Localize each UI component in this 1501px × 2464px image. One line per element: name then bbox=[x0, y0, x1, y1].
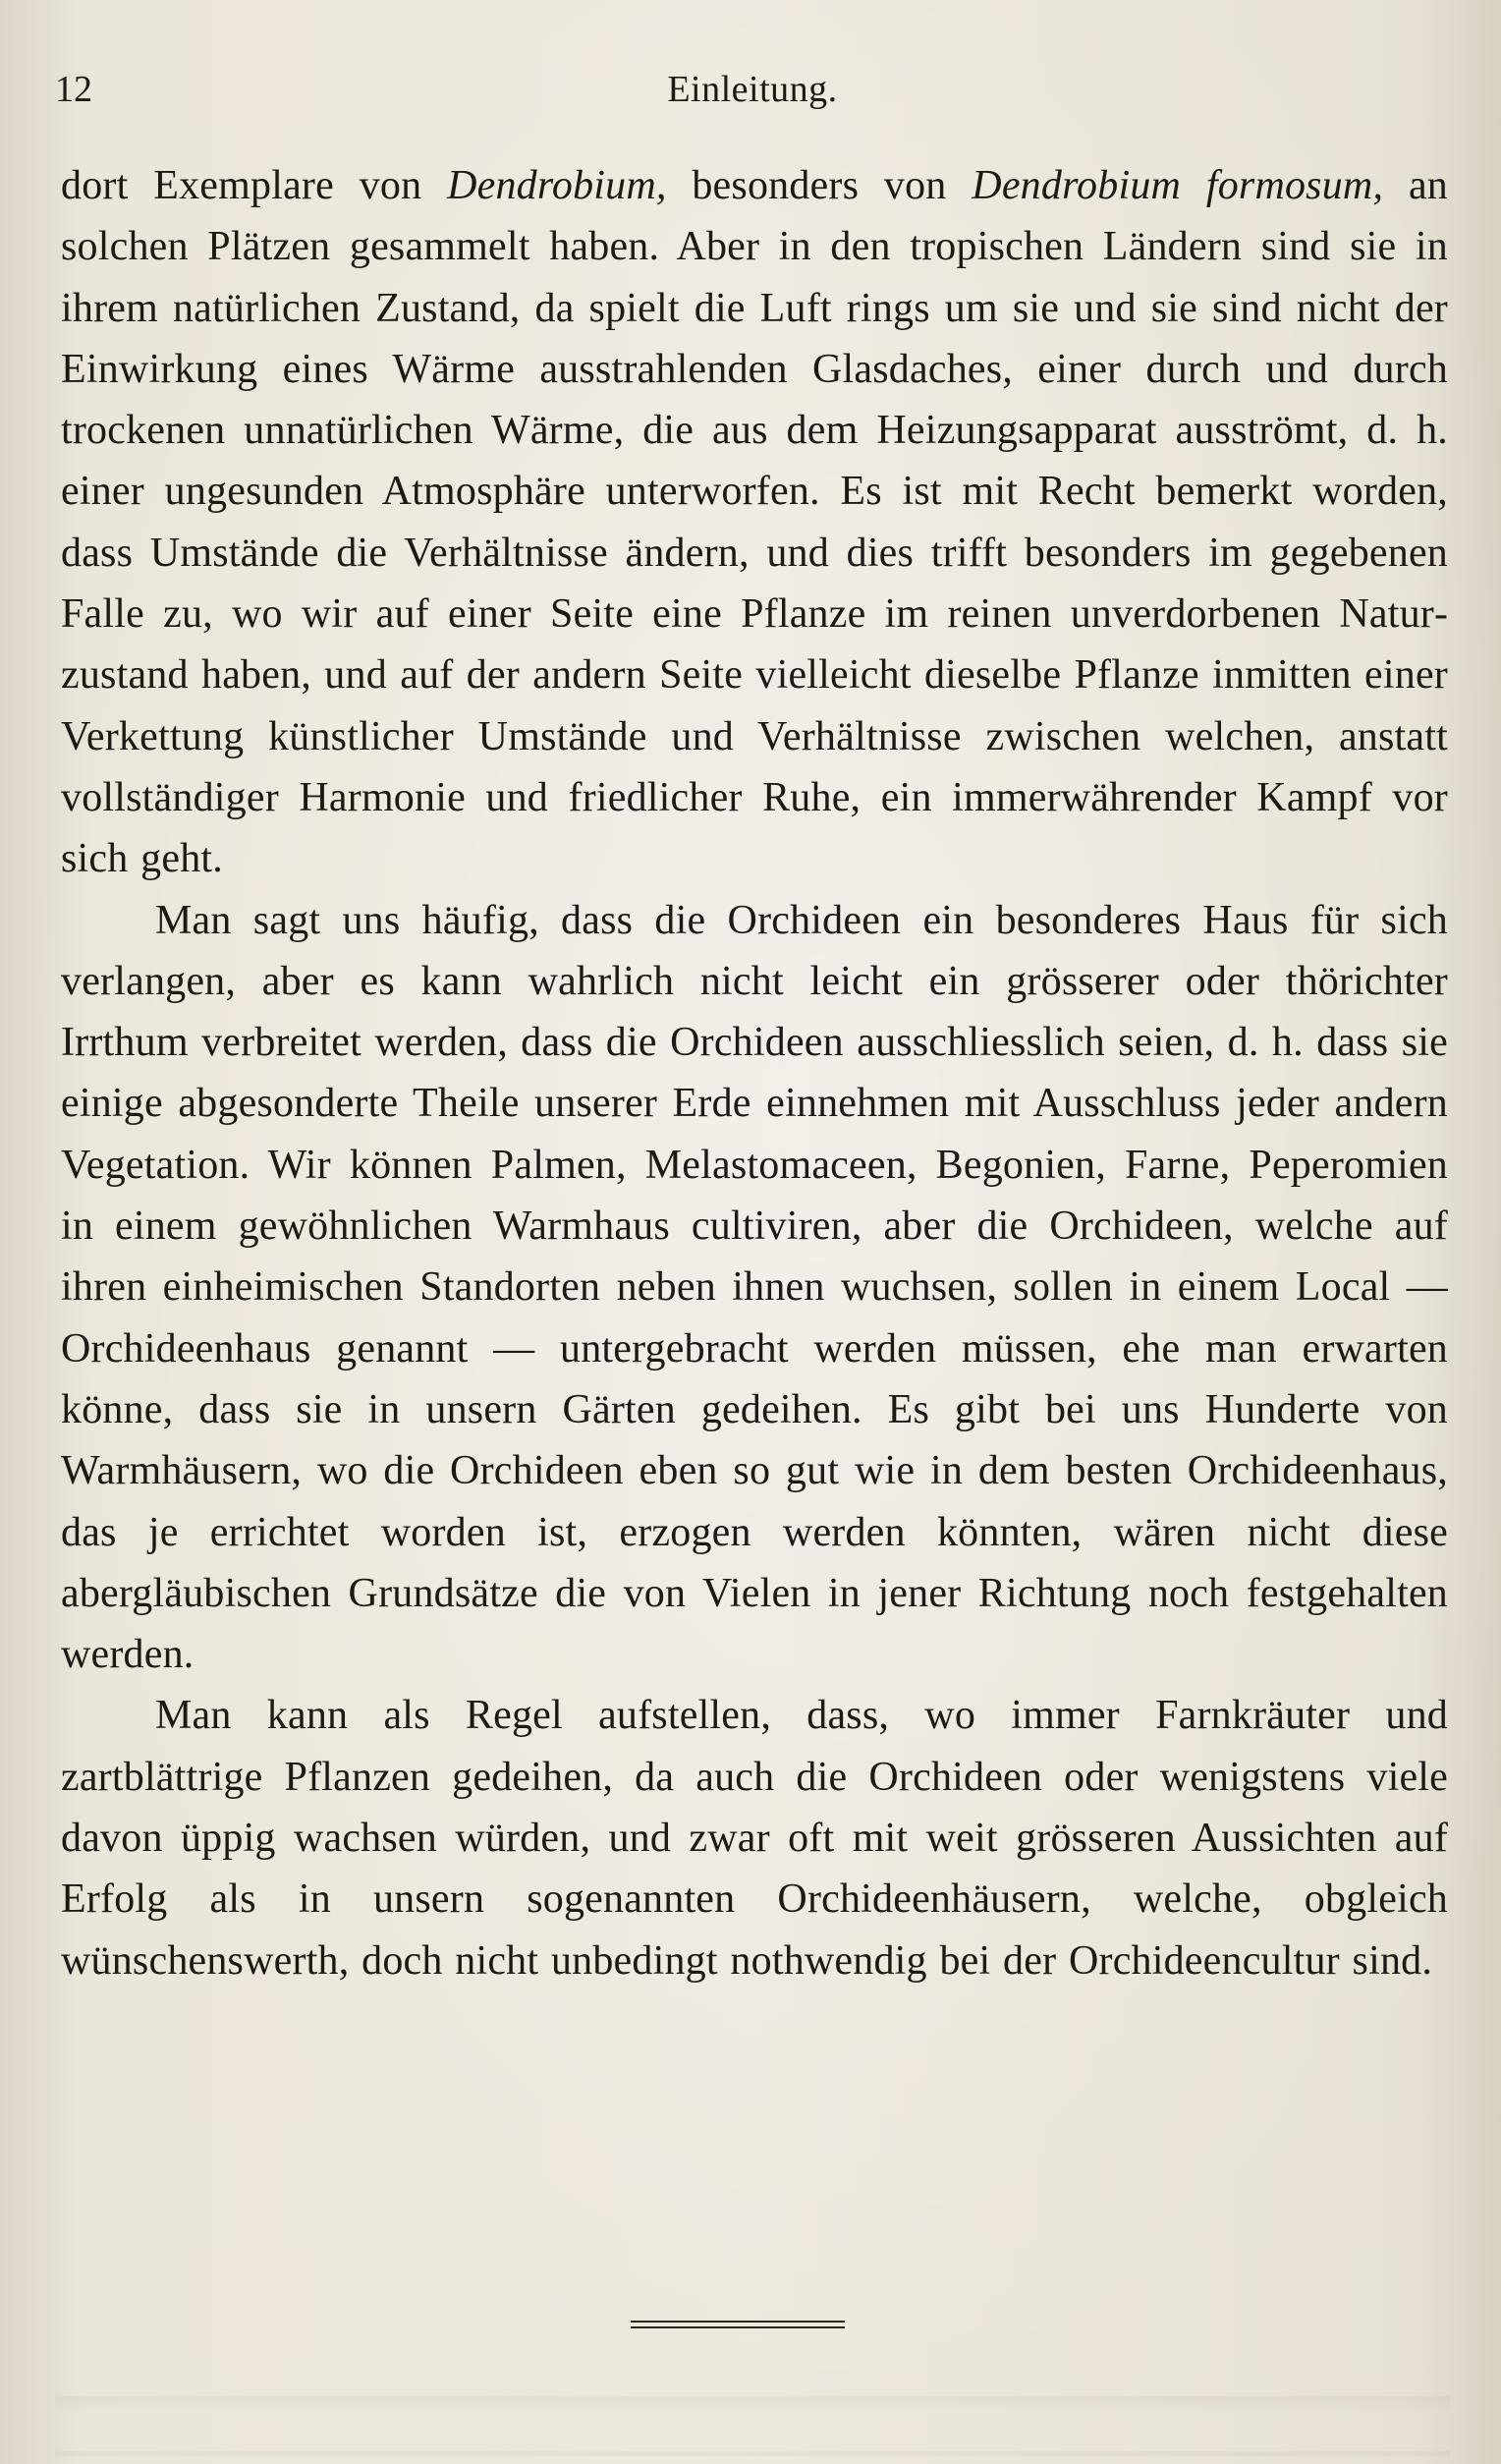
section-title: Einleitung. bbox=[667, 69, 838, 110]
rule-line-top bbox=[631, 2321, 845, 2323]
italic-term-dendrobium-formosum: Dendrobium formosum, bbox=[972, 163, 1384, 208]
double-rule-divider bbox=[631, 2321, 845, 2330]
paragraph-3: Man kann als Regel aufstellen, dass, wo immer Farnkräuter und zartblättrige Pflanzen gedeihen, da auch die Orchideen oder wenigstens viele davon üppig wachsen würden, und zwar oft mit weit grösseren Aussichten auf Erfolg als in unsern sogenannten Orchideenhäusern, welche, obgleich wünschenswerth, doch nicht unbedingt nothwendig bei der Orchideencultur sind. bbox=[61, 1693, 1448, 1984]
paragraph-2: Man sagt uns häufig, dass die Orchideen ein besonderes Haus für sich verlangen, aber es kann wahrlich nicht leicht ein grösserer oder thörichter Irrthum verbreitet werden, dass die Orchideen ausschliesslich seien, d. h. dass sie einige abgesonderte Theile unserer Erde einnehmen mit Ausschluss jeder andern Vegetation. Wir können Palmen, Melastomaceen, Begonien, Farne, Peperomien in einem gewöhnlichen Warmhaus cultiviren, aber die Orchideen, welche auf ihren einheimischen Standorten neben ihnen wuchsen, sollen in einem Local — Orchideenhaus genannt — untergebracht werden müssen, ehe man erwarten könne, dass sie in unsern Gärten gedeihen. Es gibt bei uns Hunderte von Warmhäusern, wo die Orchideen eben so gut wie in dem besten Orchideenhaus, das je errichtet worden ist, erzogen werden könnten, wären nicht diese abergläubischen Grundsätze die von Vielen in jener Richtung noch festgehalten werden. bbox=[61, 897, 1448, 1678]
italic-term-dendrobium: Dendrobium, bbox=[447, 163, 667, 208]
paragraph-1-part-c: an solchen Plätzen gesammelt haben. Aber in den tropischen Ländern sind sie in ihrem natürlichen Zustand, da spielt die Luft rings um sie und sie sind nicht der Einwirkung eines Wärme ausstrahlenden Glasdaches, einer durch und durch trockenen unnatürlichen Wärme, die aus dem Heizungsapparat ausströmt, d. h. einer ungesunden Atmosphäre unterworfen. Es ist mit Recht bemerkt worden, dass Umstände die Verhältnisse ändern, und dies trifft besonders im gegebenen Falle zu, wo wir auf einer Seite eine Pflanze im reinen unverdorbenen Naturzustand haben, und auf der andern Seite vielleicht dieselbe Pflanze inmitten einer Verkettung künstlicher Umstände und Verhältnisse zwischen welchen, anstatt vollständiger Harmonie und friedlicher Ruhe, ein immerwährender Kampf vor sich geht. bbox=[61, 163, 1448, 882]
paragraph-1-part-b: besonders von bbox=[666, 163, 973, 208]
rule-line-bottom bbox=[631, 2326, 845, 2328]
page-number: 12 bbox=[55, 69, 92, 110]
show-through-shadow bbox=[55, 2358, 1450, 2456]
paragraph-1 bbox=[61, 155, 1448, 890]
body-text bbox=[61, 155, 1448, 1991]
running-head bbox=[55, 65, 1450, 114]
paragraph-1-part-a: dort Exemplare von bbox=[61, 163, 448, 208]
